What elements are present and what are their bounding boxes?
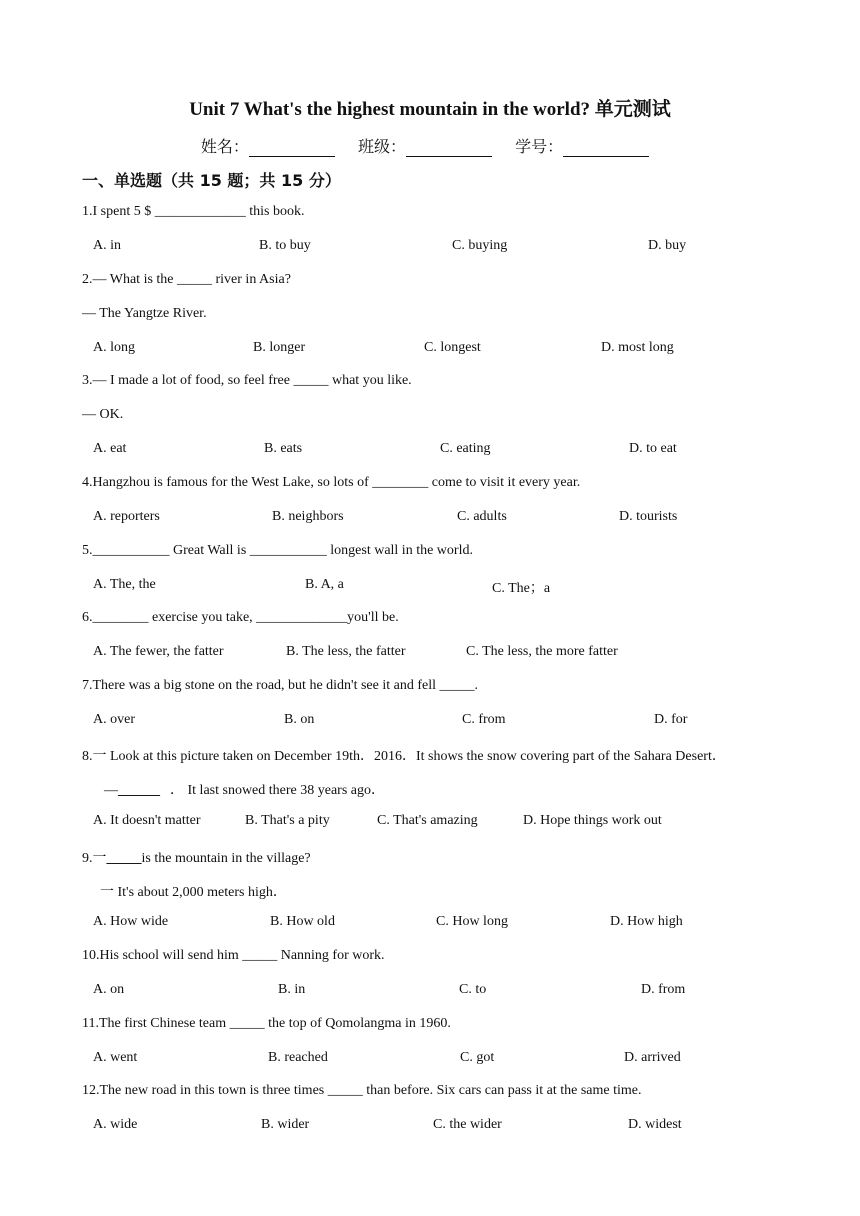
q6-option-b: B. The less, the fatter <box>286 644 406 659</box>
q1-option-a: A. in <box>93 238 121 253</box>
q8-option-a: A. It doesn't matter <box>93 813 201 828</box>
document-title: Unit 7 What's the highest mountain in the world? 单元测试 <box>189 99 671 120</box>
q12-option-a: A. wide <box>93 1117 138 1132</box>
q8-option-b: B. That's a pity <box>245 813 330 828</box>
q4-option-b: B. neighbors <box>272 509 344 524</box>
question-9-text <box>82 847 311 867</box>
q11-option-a: A. went <box>93 1050 138 1065</box>
class-label: 班级： <box>357 137 406 156</box>
q7-option-b: B. on <box>284 712 315 727</box>
class-blank[interactable] <box>406 140 492 157</box>
q11-option-d: D. arrived <box>624 1050 681 1065</box>
section-heading: 一、单选题（共 15 题；共 15 分） <box>82 171 341 190</box>
q12-option-c: C. the wider <box>433 1117 502 1132</box>
q1-option-b: B. to buy <box>259 238 311 253</box>
q12-option-d: D. widest <box>628 1117 682 1132</box>
question-1-text: 1.I spent 5 $ _____________ this book. <box>82 204 305 219</box>
number-label: 学号： <box>515 137 564 156</box>
name-blank[interactable] <box>249 140 335 157</box>
question-9-number: 9.一 <box>82 851 107 866</box>
q9-option-d: D. How high <box>610 914 683 929</box>
q2-option-d: D. most long <box>601 340 674 355</box>
q10-option-b: B. in <box>278 982 306 997</box>
q7-option-c: C. from <box>462 712 506 727</box>
q6-option-a: A. The fewer, the fatter <box>93 644 224 659</box>
question-8-text: 8.一 Look at this picture taken on December 19th．2016．It shows the snow covering part of the Sahara Desert． <box>82 749 726 764</box>
q4-option-c: C. adults <box>457 509 507 524</box>
q4-option-d: D. tourists <box>619 509 678 524</box>
q3-option-c: C. eating <box>440 441 491 456</box>
q1-option-c: C. buying <box>452 238 508 253</box>
question-5-text: 5.___________ Great Wall is ___________ longest wall in the world. <box>82 543 473 558</box>
q10-option-a: A. on <box>93 982 125 997</box>
question-7-text: 7.There was a big stone on the road, but he didn't see it and fell _____. <box>82 678 478 693</box>
question-2-answer-line: — The Yangtze River. <box>82 306 207 321</box>
q4-option-a: A. reporters <box>93 509 160 524</box>
question-10-text: 10.His school will send him _____ Nanning for work. <box>82 948 385 963</box>
q2-option-b: B. longer <box>253 340 306 355</box>
q1-option-d: D. buy <box>648 238 687 253</box>
question-12-text: 12.The new road in this town is three times _____ than before. Six cars can pass it at the same time. <box>82 1083 642 1098</box>
q6-option-c: C. The less, the more fatter <box>466 644 618 659</box>
q11-option-c: C. got <box>460 1050 495 1065</box>
q3-option-b: B. eats <box>264 441 303 456</box>
q12-option-b: B. wider <box>261 1117 310 1132</box>
question-9-rest: is the mountain in the village? <box>141 851 311 866</box>
q10-option-c: C. to <box>459 982 487 997</box>
q7-option-a: A. over <box>93 712 135 727</box>
name-label: 姓名： <box>200 137 249 156</box>
q5-option-b: B. A, a <box>305 577 344 592</box>
question-3-text: 3.— I made a lot of food, so feel free _____ what you like. <box>82 373 412 388</box>
question-11-text: 11.The first Chinese team _____ the top of Qomolangma in 1960. <box>82 1016 451 1031</box>
q2-option-c: C. longest <box>424 340 481 355</box>
answer-text: ． It last snowed there 38 years ago． <box>170 783 385 798</box>
q11-option-b: B. reached <box>268 1050 328 1065</box>
question-9-answer-line: 一 It's about 2,000 meters high． <box>100 885 287 900</box>
q2-option-a: A. long <box>93 340 135 355</box>
q7-option-d: D. for <box>654 712 688 727</box>
question-9-blank[interactable]: _____ <box>106 851 142 866</box>
q5-option-a: A. The, the <box>93 577 156 592</box>
q8-option-c: C. That's amazing <box>377 813 478 828</box>
q9-option-a: A. How wide <box>93 914 169 929</box>
q3-option-a: A. eat <box>93 441 127 456</box>
q3-option-d: D. to eat <box>629 441 677 456</box>
question-2-text: 2.— What is the _____ river in Asia? <box>82 272 291 287</box>
student-info-row <box>0 134 860 157</box>
q5-option-c: C. The；a <box>492 581 551 596</box>
answer-blank[interactable]: ______ <box>118 783 160 798</box>
q9-option-b: B. How old <box>270 914 335 929</box>
q9-option-c: C. How long <box>436 914 508 929</box>
question-8-answer-line <box>104 779 385 799</box>
number-blank[interactable] <box>563 140 649 157</box>
q8-option-d: D. Hope things work out <box>523 813 662 828</box>
q10-option-d: D. from <box>641 982 686 997</box>
question-6-text: 6.________ exercise you take, _____________you'll be. <box>82 610 399 625</box>
dash-mark: — <box>104 783 118 798</box>
question-3-answer-line: — OK. <box>82 407 124 422</box>
question-4-text: 4.Hangzhou is famous for the West Lake, so lots of ________ come to visit it every year. <box>82 475 581 490</box>
